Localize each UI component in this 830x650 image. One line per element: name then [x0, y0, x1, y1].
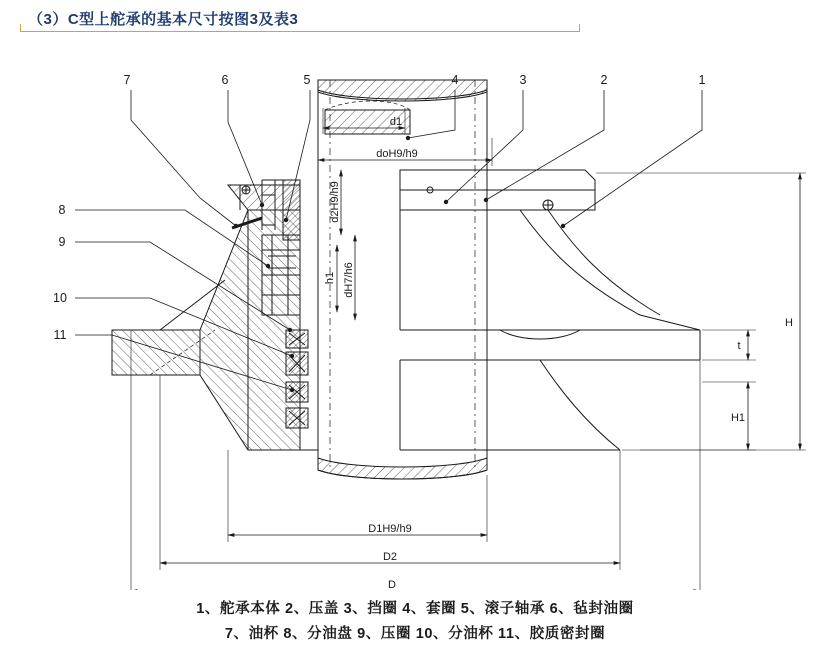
- dim-label-d1: d1: [389, 116, 403, 128]
- dim-label-D: D: [388, 579, 396, 590]
- dim-t: [702, 330, 756, 360]
- leader-label-6: 6: [221, 73, 229, 87]
- leader-label-2: 2: [600, 73, 608, 87]
- leader-label-7: 7: [123, 73, 131, 87]
- dim-H: [596, 173, 806, 450]
- dim-label-D2: D2: [382, 551, 398, 563]
- leader-label-4: 4: [451, 73, 459, 87]
- bearing-cross-section-svg: [0, 30, 830, 590]
- leader-labels-left: [53, 203, 67, 342]
- dimension-labels: [324, 116, 793, 590]
- figure-caption-line1: 1、舵承本体 2、压盖 3、挡圈 4、套圈 5、滚子轴承 6、毡封油圈: [196, 601, 634, 617]
- dim-label-d: dH7/h6: [343, 262, 355, 298]
- page-title: （3）C型上舵承的基本尺寸按图3及表3: [28, 11, 299, 28]
- dim-D1: [228, 450, 487, 542]
- dim-label-do: doH9/h9: [376, 148, 418, 160]
- leader-label-8: 8: [58, 203, 66, 217]
- figure-caption-line2: 7、油杯 8、分油盘 9、压圈 10、分油杯 11、胶质密封圈: [224, 626, 606, 642]
- drawing-geometry: [75, 80, 806, 590]
- dim-label-t: t: [737, 340, 741, 352]
- leader-label-10: 10: [53, 291, 67, 305]
- leader-label-9: 9: [58, 235, 66, 249]
- dim-label-h1: h1: [324, 271, 336, 285]
- bearing-housing-right: [400, 170, 700, 450]
- leader-label-3: 3: [519, 73, 527, 87]
- leader-label-1: 1: [698, 73, 706, 87]
- leader-label-11: 11: [53, 328, 67, 342]
- leader-label-5: 5: [303, 73, 311, 87]
- dim-label-D1: D1H9/h9: [368, 523, 412, 535]
- dim-label-H: H: [785, 317, 793, 329]
- technical-drawing: [0, 30, 830, 590]
- dim-label-d2: d2H9/h9: [329, 181, 341, 223]
- dim-label-H1: H1: [730, 412, 746, 424]
